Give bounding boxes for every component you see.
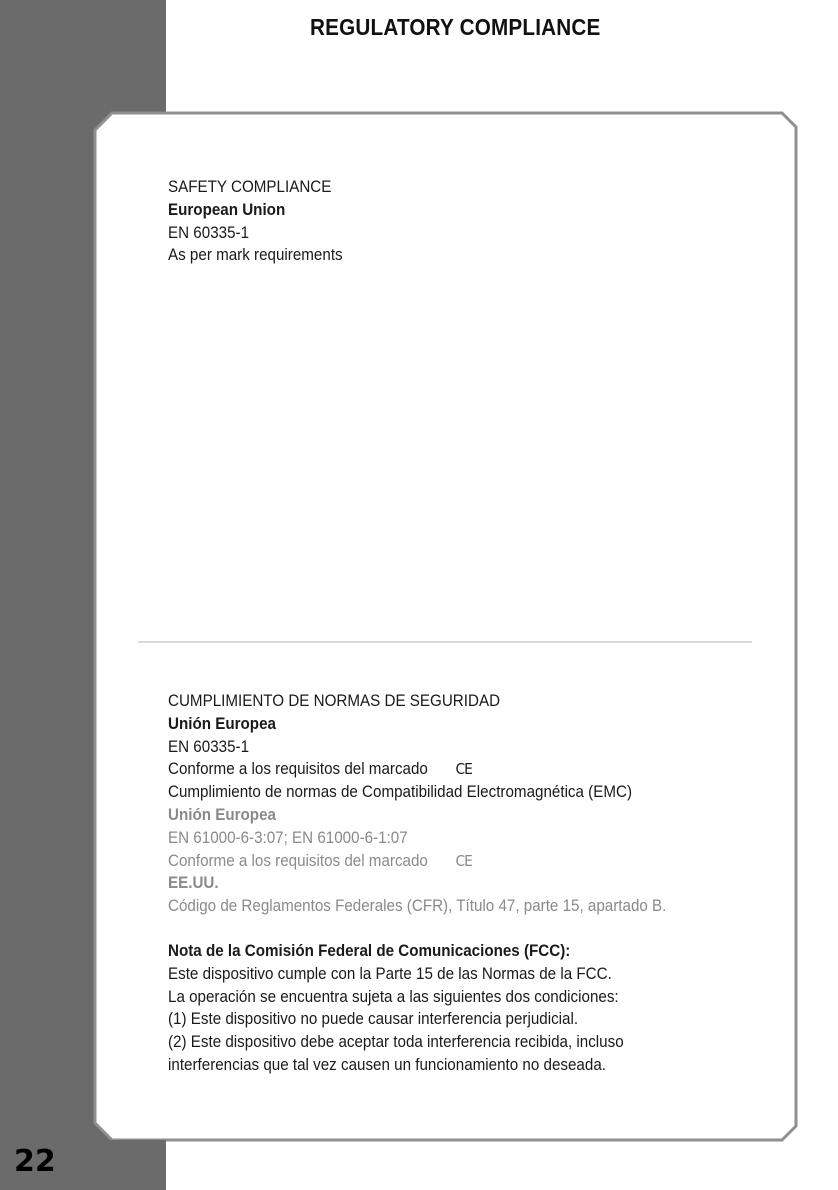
safety-compliance-es bbox=[168, 690, 768, 1077]
page-title: REGULATORY COMPLIANCE bbox=[310, 14, 601, 40]
fcc-line: interferencias que tal vez causen un funcionamiento no deseada. bbox=[168, 1055, 606, 1074]
safety-compliance-en bbox=[168, 176, 768, 267]
ce-mark-icon: CE bbox=[455, 851, 472, 870]
mark-line-text: Conforme a los requisitos del marcado bbox=[168, 760, 428, 779]
emc-mark-line bbox=[168, 850, 720, 873]
ce-mark-icon: CE bbox=[455, 760, 472, 779]
section-divider bbox=[138, 641, 752, 643]
page-number-box bbox=[0, 1140, 166, 1190]
standard-text: EN 60335-1 bbox=[168, 737, 250, 756]
standard-text: EN 60335-1 bbox=[168, 223, 250, 242]
section-heading: SAFETY COMPLIANCE bbox=[168, 178, 332, 196]
mark-note: As per mark requirements bbox=[168, 246, 343, 265]
mark-line bbox=[168, 758, 720, 781]
fcc-line: (2) Este dispositivo debe aceptar toda interferencia recibida, incluso bbox=[168, 1033, 624, 1052]
region-label: European Union bbox=[168, 200, 286, 219]
region-label: Unión Europea bbox=[168, 714, 276, 733]
section-heading: CUMPLIMIENTO DE NORMAS DE SEGURIDAD bbox=[168, 692, 501, 710]
fcc-note-title: Nota de la Comisión Federal de Comunicaciones (FCC): bbox=[168, 941, 571, 960]
fcc-line: (1) Este dispositivo no puede causar interferencia perjudicial. bbox=[168, 1010, 579, 1029]
fcc-line: Este dispositivo cumple con la Parte 15 de las Normas de la FCC. bbox=[168, 964, 612, 983]
emc-mark-line-text: Conforme a los requisitos del marcado bbox=[168, 851, 428, 870]
emc-standards: EN 61000-6-3:07; EN 61000-6-1:07 bbox=[168, 828, 408, 847]
us-code-text: Código de Reglamentos Federales (CFR), Título 47, parte 15, apartado B. bbox=[168, 897, 667, 916]
us-region-label: EE.UU. bbox=[168, 874, 219, 893]
emc-region-label: Unión Europea bbox=[168, 805, 276, 824]
emc-heading: Cumplimiento de normas de Compatibilidad Electromagnética (EMC) bbox=[168, 783, 633, 802]
page-number: 22 bbox=[14, 1144, 56, 1179]
fcc-line: La operación se encuentra sujeta a las siguientes dos condiciones: bbox=[168, 987, 619, 1006]
